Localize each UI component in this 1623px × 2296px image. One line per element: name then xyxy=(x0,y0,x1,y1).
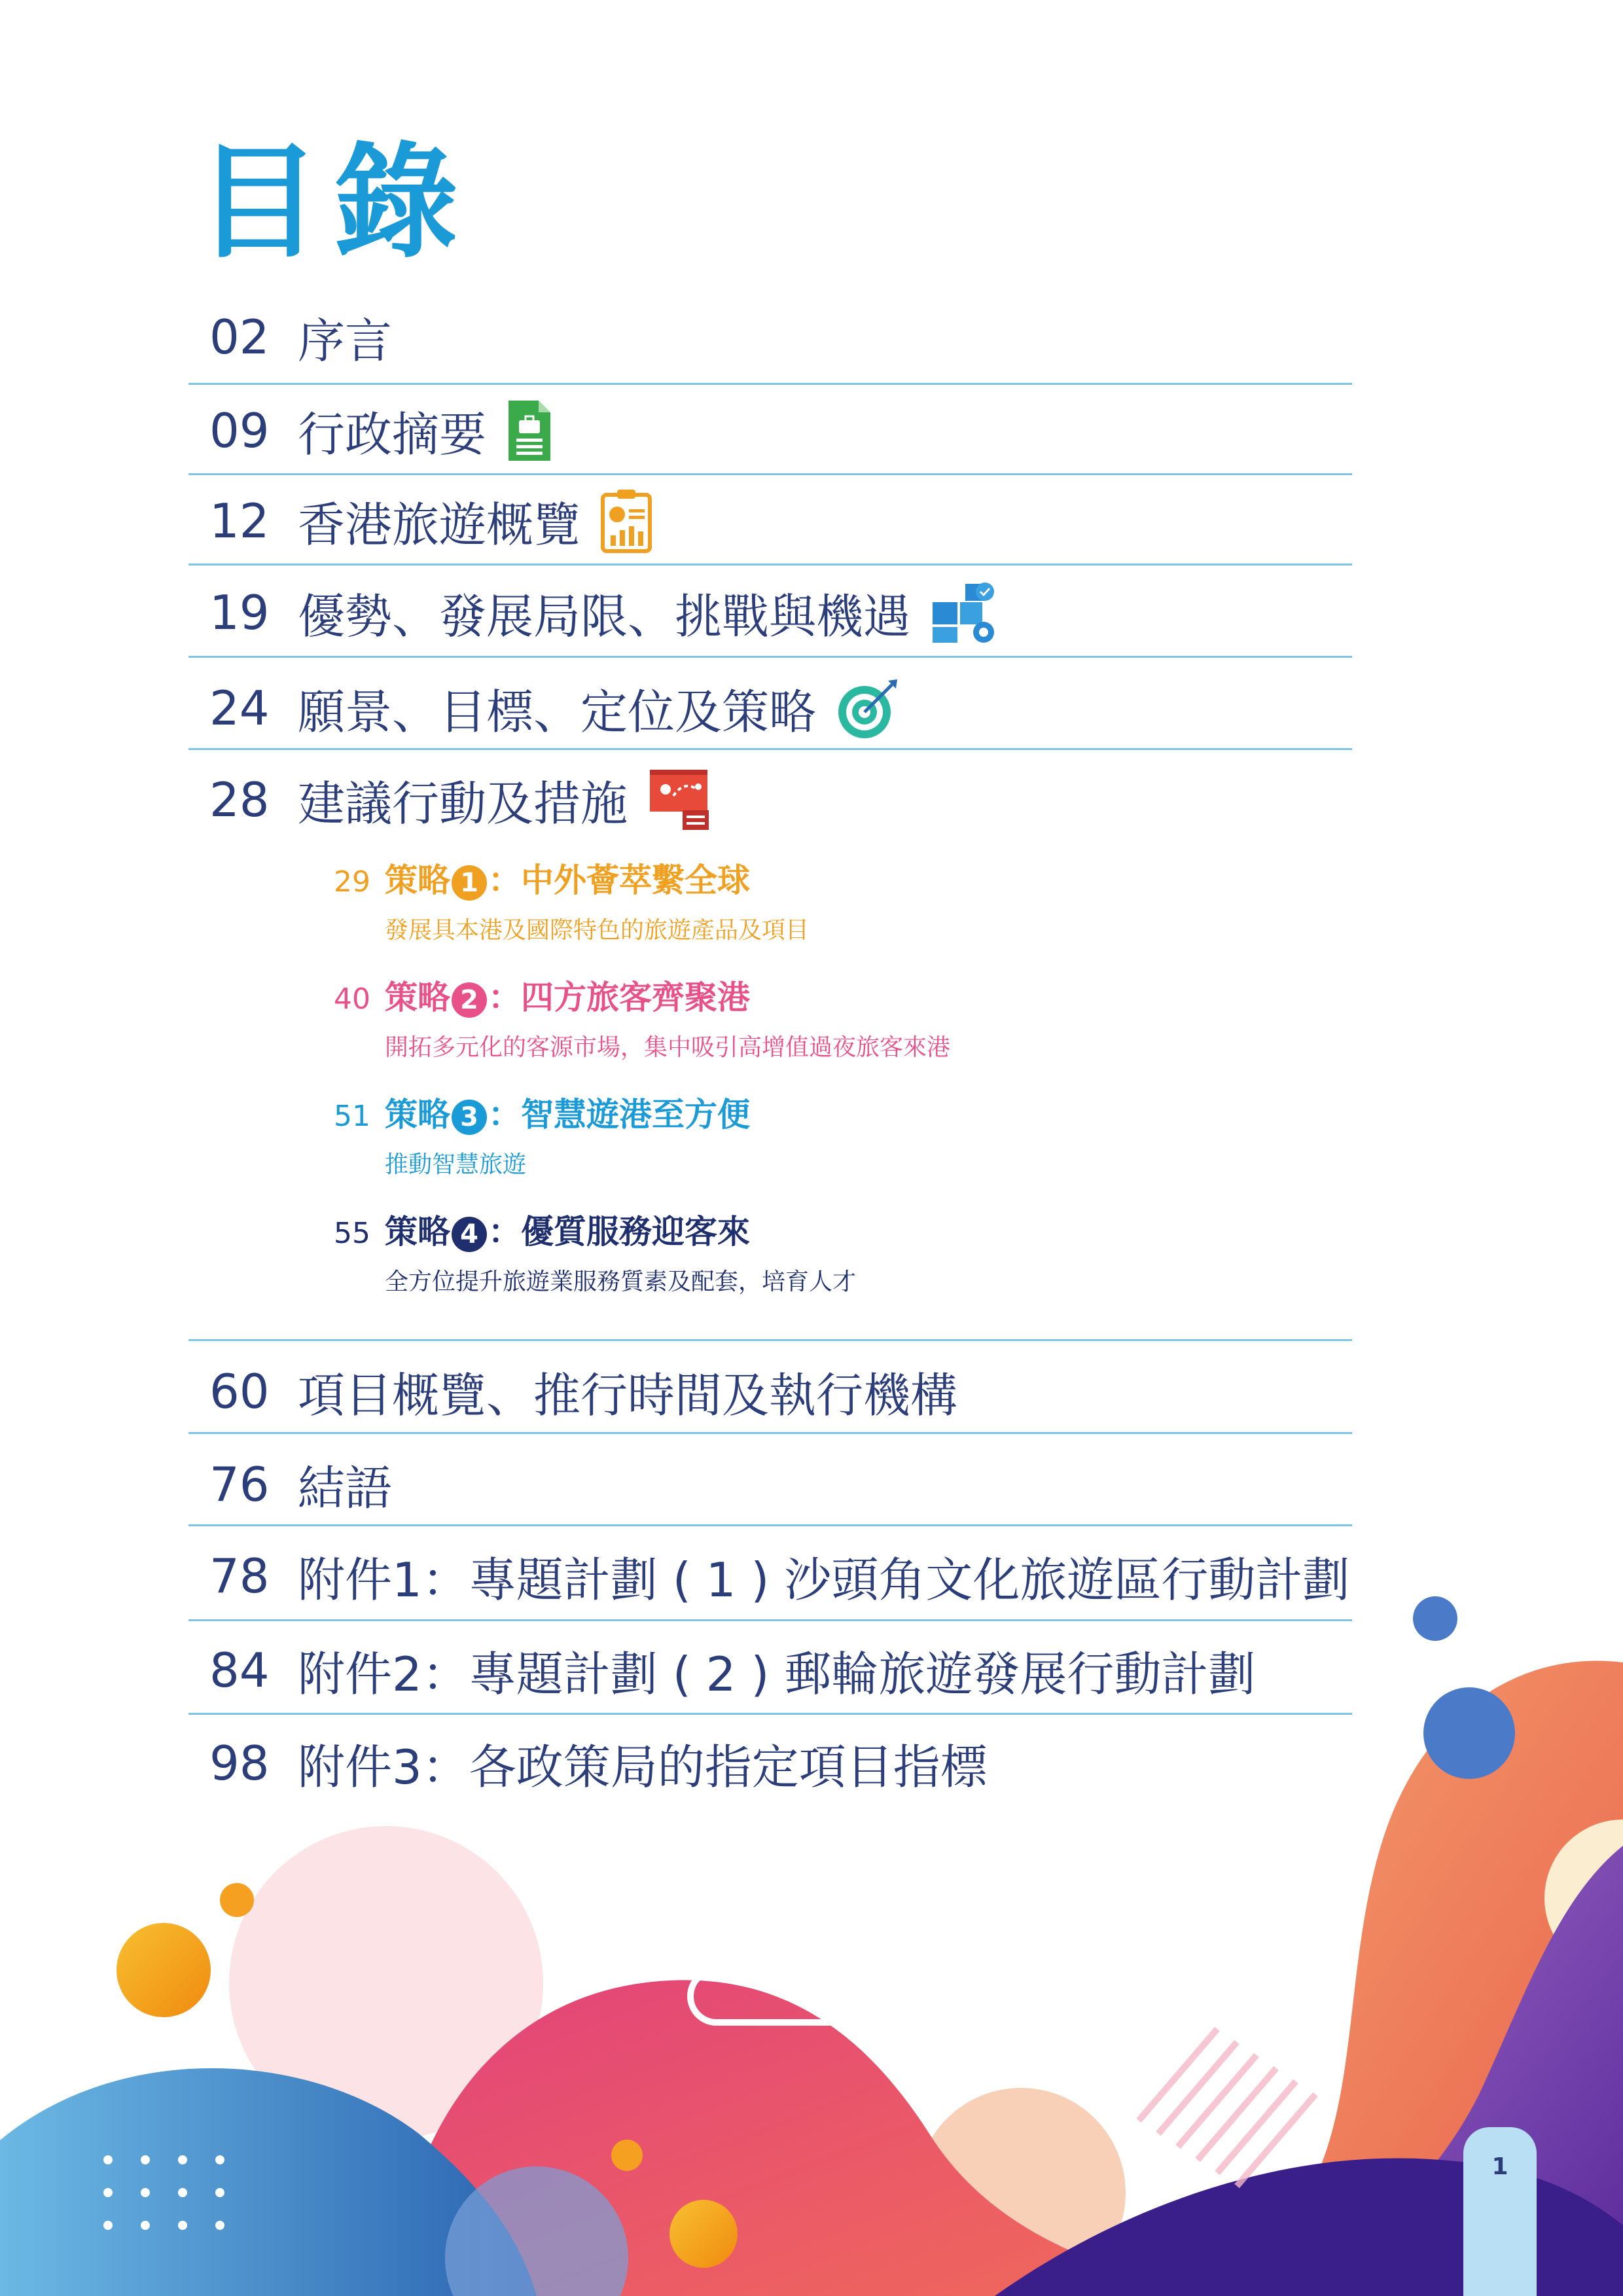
strategy-entry-2[interactable] xyxy=(334,971,951,1061)
toc-page-number: 28 xyxy=(209,772,270,827)
strategy-description: 推動智慧旅遊 xyxy=(385,1151,527,1178)
toc-label: 序言 xyxy=(298,314,393,368)
strategy-prefix: 策略 xyxy=(385,1213,450,1251)
divider xyxy=(188,656,1352,658)
strategy-page-number: 55 xyxy=(334,1217,370,1250)
toc-page-number: 98 xyxy=(209,1736,270,1791)
divider xyxy=(188,748,1352,750)
strategy-prefix: 策略 xyxy=(385,978,450,1016)
strategy-number-badge: 4 xyxy=(452,1217,487,1252)
yellow-dot xyxy=(116,1923,211,2017)
toc-entry[interactable] xyxy=(188,662,1352,754)
strategy-entry-1[interactable] xyxy=(334,854,810,944)
strategy-prefix: 策略 xyxy=(385,861,450,899)
strategy-entry-4[interactable] xyxy=(334,1206,857,1295)
toc-label: 附件2：專題計劃 ( 2 ) 郵輪旅遊發展行動計劃 xyxy=(298,1647,1256,1702)
strategy-title: ：優質服務迎客來 xyxy=(488,1213,750,1251)
toc-page-number: 60 xyxy=(209,1364,270,1419)
toc-entry[interactable] xyxy=(188,567,1352,658)
toc-page-number: 02 xyxy=(209,310,270,365)
blue-dot xyxy=(1423,1687,1515,1779)
toc-page-number: 19 xyxy=(209,585,270,640)
strategy-number-badge: 3 xyxy=(452,1100,487,1135)
strategy-description: 開拓多元化的客源市場，集中吸引高增值過夜旅客來港 xyxy=(385,1034,951,1061)
striped-patch xyxy=(1139,2029,1315,2186)
toc-entry[interactable] xyxy=(188,1439,1352,1530)
toc-page-number: 84 xyxy=(209,1643,270,1698)
toc-entry[interactable] xyxy=(188,475,1352,567)
strategy-title: ：中外薈萃繫全球 xyxy=(488,861,750,899)
strategy-page-number: 29 xyxy=(334,865,370,899)
toc-entry[interactable] xyxy=(188,291,1352,383)
page-title: 目錄 xyxy=(196,130,472,275)
divider xyxy=(188,1713,1352,1715)
divider xyxy=(188,1432,1352,1434)
yellow-dot xyxy=(669,2200,738,2268)
toc-label: 項目概覽、推行時間及執行機構 xyxy=(298,1368,958,1423)
strategy-title: ：智慧遊港至方便 xyxy=(488,1096,750,1134)
blue-dot xyxy=(1413,1596,1457,1641)
yellow-dot xyxy=(611,2140,643,2171)
toc-page-number: 24 xyxy=(209,681,270,736)
toc-entry[interactable] xyxy=(188,1624,1352,1716)
divider xyxy=(188,1339,1352,1341)
strategy-number-badge: 2 xyxy=(452,982,487,1018)
document-icon xyxy=(506,398,553,463)
puzzle-icon xyxy=(930,580,1002,645)
toc-entry[interactable] xyxy=(188,385,1352,476)
target-icon xyxy=(836,675,901,741)
divider xyxy=(188,564,1352,565)
toc-entry[interactable] xyxy=(188,1346,1352,1437)
toc-page-number: 76 xyxy=(209,1457,270,1512)
toc-label: 附件1：專題計劃 ( 1 ) 沙頭角文化旅遊區行動計劃 xyxy=(298,1552,1350,1607)
page-number: 1 xyxy=(1463,2127,1537,2296)
toc-label: 結語 xyxy=(298,1461,393,1516)
toc-page-number: 12 xyxy=(209,493,270,548)
strategy-description: 發展具本港及國際特色的旅遊產品及項目 xyxy=(385,917,810,944)
toc-label: 附件3：各政策局的指定項目指標 xyxy=(298,1740,988,1795)
toc-entry[interactable] xyxy=(188,754,1352,846)
divider xyxy=(188,1619,1352,1621)
toc-entry[interactable] xyxy=(188,1530,1352,1622)
toc-page-number: 09 xyxy=(209,403,270,458)
toc-label: 香港旅遊概覽 xyxy=(298,497,581,552)
strategy-number-badge: 1 xyxy=(452,865,487,901)
strategy-title: ：四方旅客齊聚港 xyxy=(488,978,750,1016)
toc-label: 行政摘要 xyxy=(298,407,487,462)
strategy-prefix: 策略 xyxy=(385,1096,450,1134)
presentation-icon xyxy=(647,767,713,833)
clipboard-chart-icon xyxy=(600,488,652,554)
toc-label: 願景、目標、定位及策略 xyxy=(298,685,817,740)
strategy-description: 全方位提升旅遊業服務質素及配套，培育人才 xyxy=(385,1268,857,1295)
divider xyxy=(188,1524,1352,1526)
toc-label: 建議行動及措施 xyxy=(298,776,628,831)
toc-page-number: 78 xyxy=(209,1549,270,1604)
toc-entry[interactable] xyxy=(188,1717,1352,1809)
strategy-entry-3[interactable] xyxy=(334,1088,750,1178)
toc-label: 優勢、發展局限、挑戰與機遇 xyxy=(298,589,911,644)
yellow-dot xyxy=(220,1883,254,1917)
strategy-page-number: 40 xyxy=(334,982,370,1016)
strategy-page-number: 51 xyxy=(334,1100,370,1133)
